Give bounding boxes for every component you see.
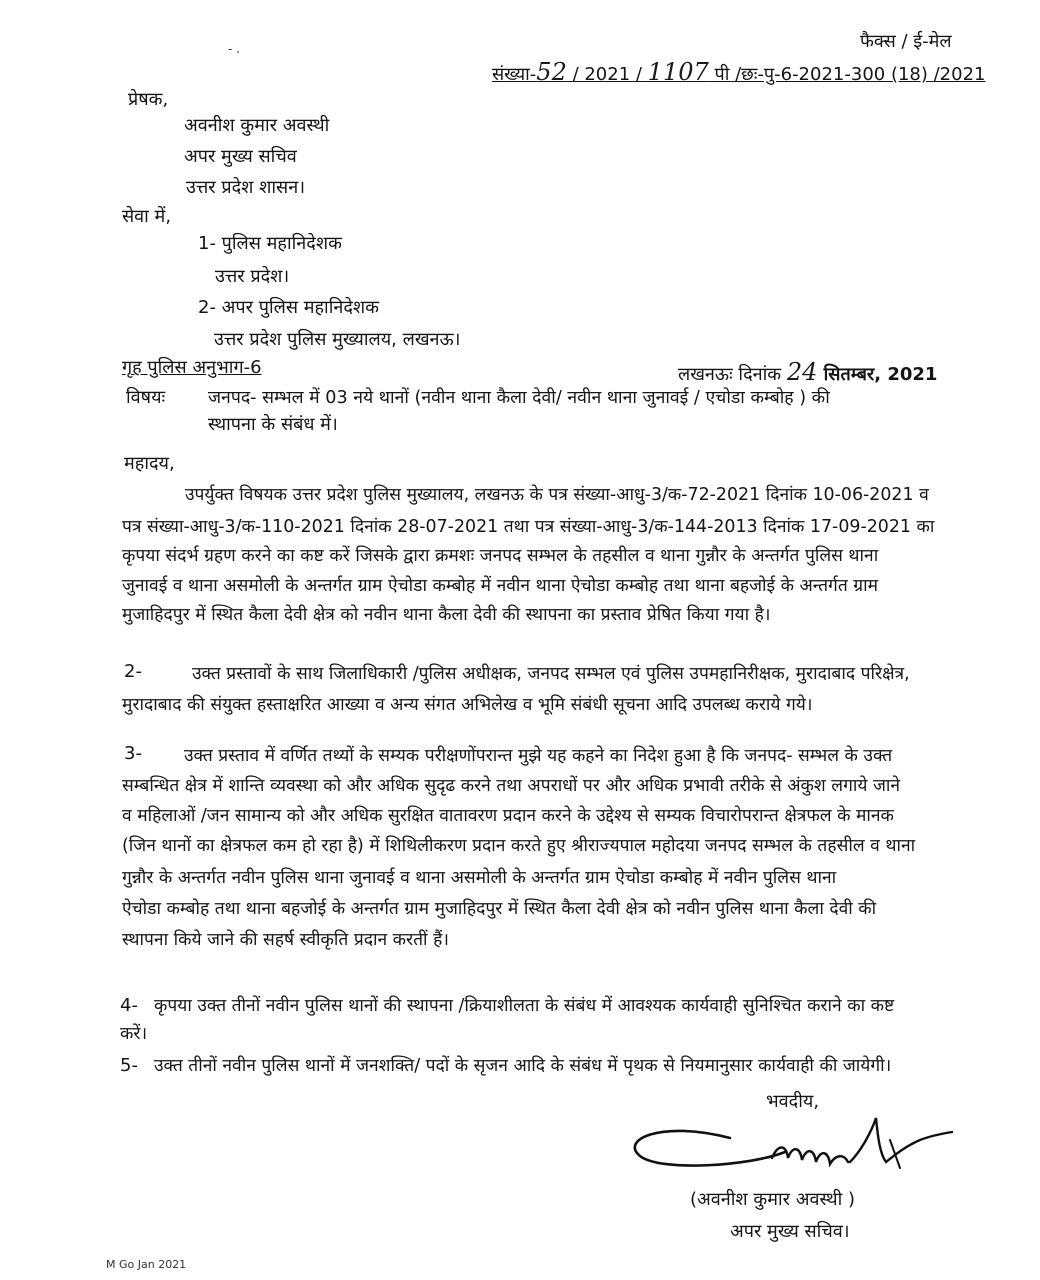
footer-code: M Go Jan 2021 xyxy=(106,1258,187,1271)
salutation: महादय, xyxy=(124,453,175,474)
letter-date xyxy=(678,360,937,387)
para3-number: 3- xyxy=(124,743,142,764)
ref-mid: / 2021 / xyxy=(566,64,648,85)
para3-line-1: उक्त प्रस्ताव में वर्णित तथ्यों के सम्यक परीक्षणोंपरान्त मुझे यह कहने का निदेश हुआ है कि जनपद- सम्भल के उक्त xyxy=(184,746,893,766)
para3-line-6: ऐचोडा कम्बोह तथा थाना बहजोई के अन्तर्गत ग्राम मुजाहिदपुर में स्थित कैला देवी क्षेत्र को नवीन पुलिस थाना कैला देवी की xyxy=(122,899,877,919)
para2-line-2: मुरादाबाद की संयुक्त हस्ताक्षरित आख्या व अन्य संगत अभिलेख व भूमि संबंधी सूचना आदि उपलब्ध कराये गये। xyxy=(122,695,813,715)
recipients-label: सेवा में, xyxy=(122,206,172,227)
subject-line-2: स्थापना के संबंध में। xyxy=(208,414,338,435)
para4-number: 4- xyxy=(120,995,138,1016)
para2-number: 2- xyxy=(124,661,142,682)
date-suffix: सितम्बर, 2021 xyxy=(817,364,938,385)
para3-line-3: व महिलाओं /जन सामान्य को और अधिक सुरक्षित वातावरण प्रदान करने के उद्देश्य से सम्यक विचारोपरान्त क्षेत्रफल के मानक xyxy=(122,806,894,826)
signature-image xyxy=(600,1110,960,1180)
para1-line-1: उपर्युक्त विषयक उत्तर प्रदेश पुलिस मुख्यालय, लखनऊ के पत्र संख्या-आधु-3/क-72-2021 दिनांक 10-06-2021 व xyxy=(185,485,929,505)
para1-line-5: मुजाहिदपुर में स्थित कैला देवी क्षेत्र को नवीन थाना कैला देवी की स्थापना का प्रस्ताव प्रेषित किया गया है। xyxy=(122,605,771,625)
recipient-2-title: 2- अपर पुलिस महानिदेशक xyxy=(198,297,379,318)
ref-handwritten-1: 52 xyxy=(536,58,567,86)
ref-handwritten-2: 1107 xyxy=(647,58,709,86)
para1-line-3: कृपया संदर्भ ग्रहण करने का कष्ट करें जिसके द्वारा क्रमशः जनपद सम्भल के तहसील व थाना गुन्नौर के अन्तर्गत पुलिस थाना xyxy=(122,546,879,566)
para1-line-2: पत्र संख्या-आधु-3/क-110-2021 दिनांक 28-07-2021 तथा पत्र संख्या-आधु-3/क-144-2013 दिनांक 17-09-2021 का xyxy=(122,517,935,537)
section-name: गृह पुलिस अनुभाग-6 xyxy=(122,357,262,378)
reference-number xyxy=(492,60,986,87)
stray-mark: - . xyxy=(228,42,240,56)
recipient-1-place: उत्तर प्रदेश। xyxy=(215,266,290,287)
subject-line-1: जनपद- सम्भल में 03 नये थानों (नवीन थाना कैला देवी/ नवीन थाना जुनावई / एचोडा कम्बोह ) की xyxy=(208,388,830,408)
date-prefix: लखनऊः दिनांक xyxy=(678,364,787,385)
para2-line-1: उक्त प्रस्तावों के साथ जिलाधिकारी /पुलिस अधीक्षक, जनपद सम्भल एवं पुलिस उपमहानिरीक्षक, मुरादाबाद परिक्षेत्र, xyxy=(192,664,910,684)
sender-name: अवनीश कुमार अवस्थी xyxy=(184,115,330,136)
para4-line-1: कृपया उक्त तीनों नवीन पुलिस थानों की स्थापना /क्रियाशीलता के संबंध में आवश्यक कार्यवाही सुनिश्चित कराने का कष्ट xyxy=(154,996,895,1016)
date-day-handwritten: 24 xyxy=(786,358,818,386)
signatory-designation: अपर मुख्य सचिव। xyxy=(730,1221,850,1242)
para5-line-1: उक्त तीनों नवीन पुलिस थानों में जनशक्ति/ पदों के सृजन आदि के संबंध में पृथक से नियमानुसार कार्यवाही की जायेगी। xyxy=(154,1056,892,1076)
para5-number: 5- xyxy=(120,1055,138,1076)
closing-yours: भवदीय, xyxy=(766,1091,820,1112)
para3-line-7: स्थापना किये जाने की सहर्ष स्वीकृति प्रदान करतीं हैं। xyxy=(122,930,449,950)
subject-label: विषयः xyxy=(126,387,166,408)
recipient-2-place: उत्तर प्रदेश पुलिस मुख्यालय, लखनऊ। xyxy=(214,329,461,350)
ref-prefix: संख्या- xyxy=(492,64,537,85)
ref-suffix: पी /छः-पु-6-2021-300 (18) /2021 xyxy=(708,64,986,85)
sender-office: उत्तर प्रदेश शासन। xyxy=(186,177,306,198)
para1-line-4: जुनावई व थाना असमोली के अन्तर्गत ग्राम ऐचोडा कम्बोह में नवीन थाना ऐचोडा कम्बोह तथा थाना बहजोई के अन्तर्गत ग्राम xyxy=(122,576,879,596)
recipient-1-title: 1- पुलिस महानिदेशक xyxy=(198,233,342,254)
sender-designation: अपर मुख्य सचिव xyxy=(184,146,297,167)
para3-line-5: गुन्नौर के अन्तर्गत नवीन पुलिस थाना जुनावई व थाना असमोली के अन्तर्गत ग्राम ऐचोडा कम्बोह में नवीन पुलिस थाना xyxy=(122,868,837,888)
para3-line-4: (जिन थानों का क्षेत्रफल कम हो रहा है) में शिथिलीकरण प्रदान करते हुए श्रीराज्यपाल महोदया जनपद सम्भल के तहसील व थाना xyxy=(122,836,916,856)
signatory-name: (अवनीश कुमार अवस्थी ) xyxy=(690,1189,856,1210)
para3-line-2: सम्बन्धित क्षेत्र में शान्ति व्यवस्था को और अधिक सुदृढ करने तथा अपराधों पर और अधिक प्रभावी तरीके से अंकुश लगाये जाने xyxy=(122,776,901,796)
fax-email-label: फैक्स / ई-मेल xyxy=(860,31,952,52)
para4-line-2: करें। xyxy=(120,1024,148,1044)
sender-label: प्रेषक, xyxy=(128,89,169,110)
